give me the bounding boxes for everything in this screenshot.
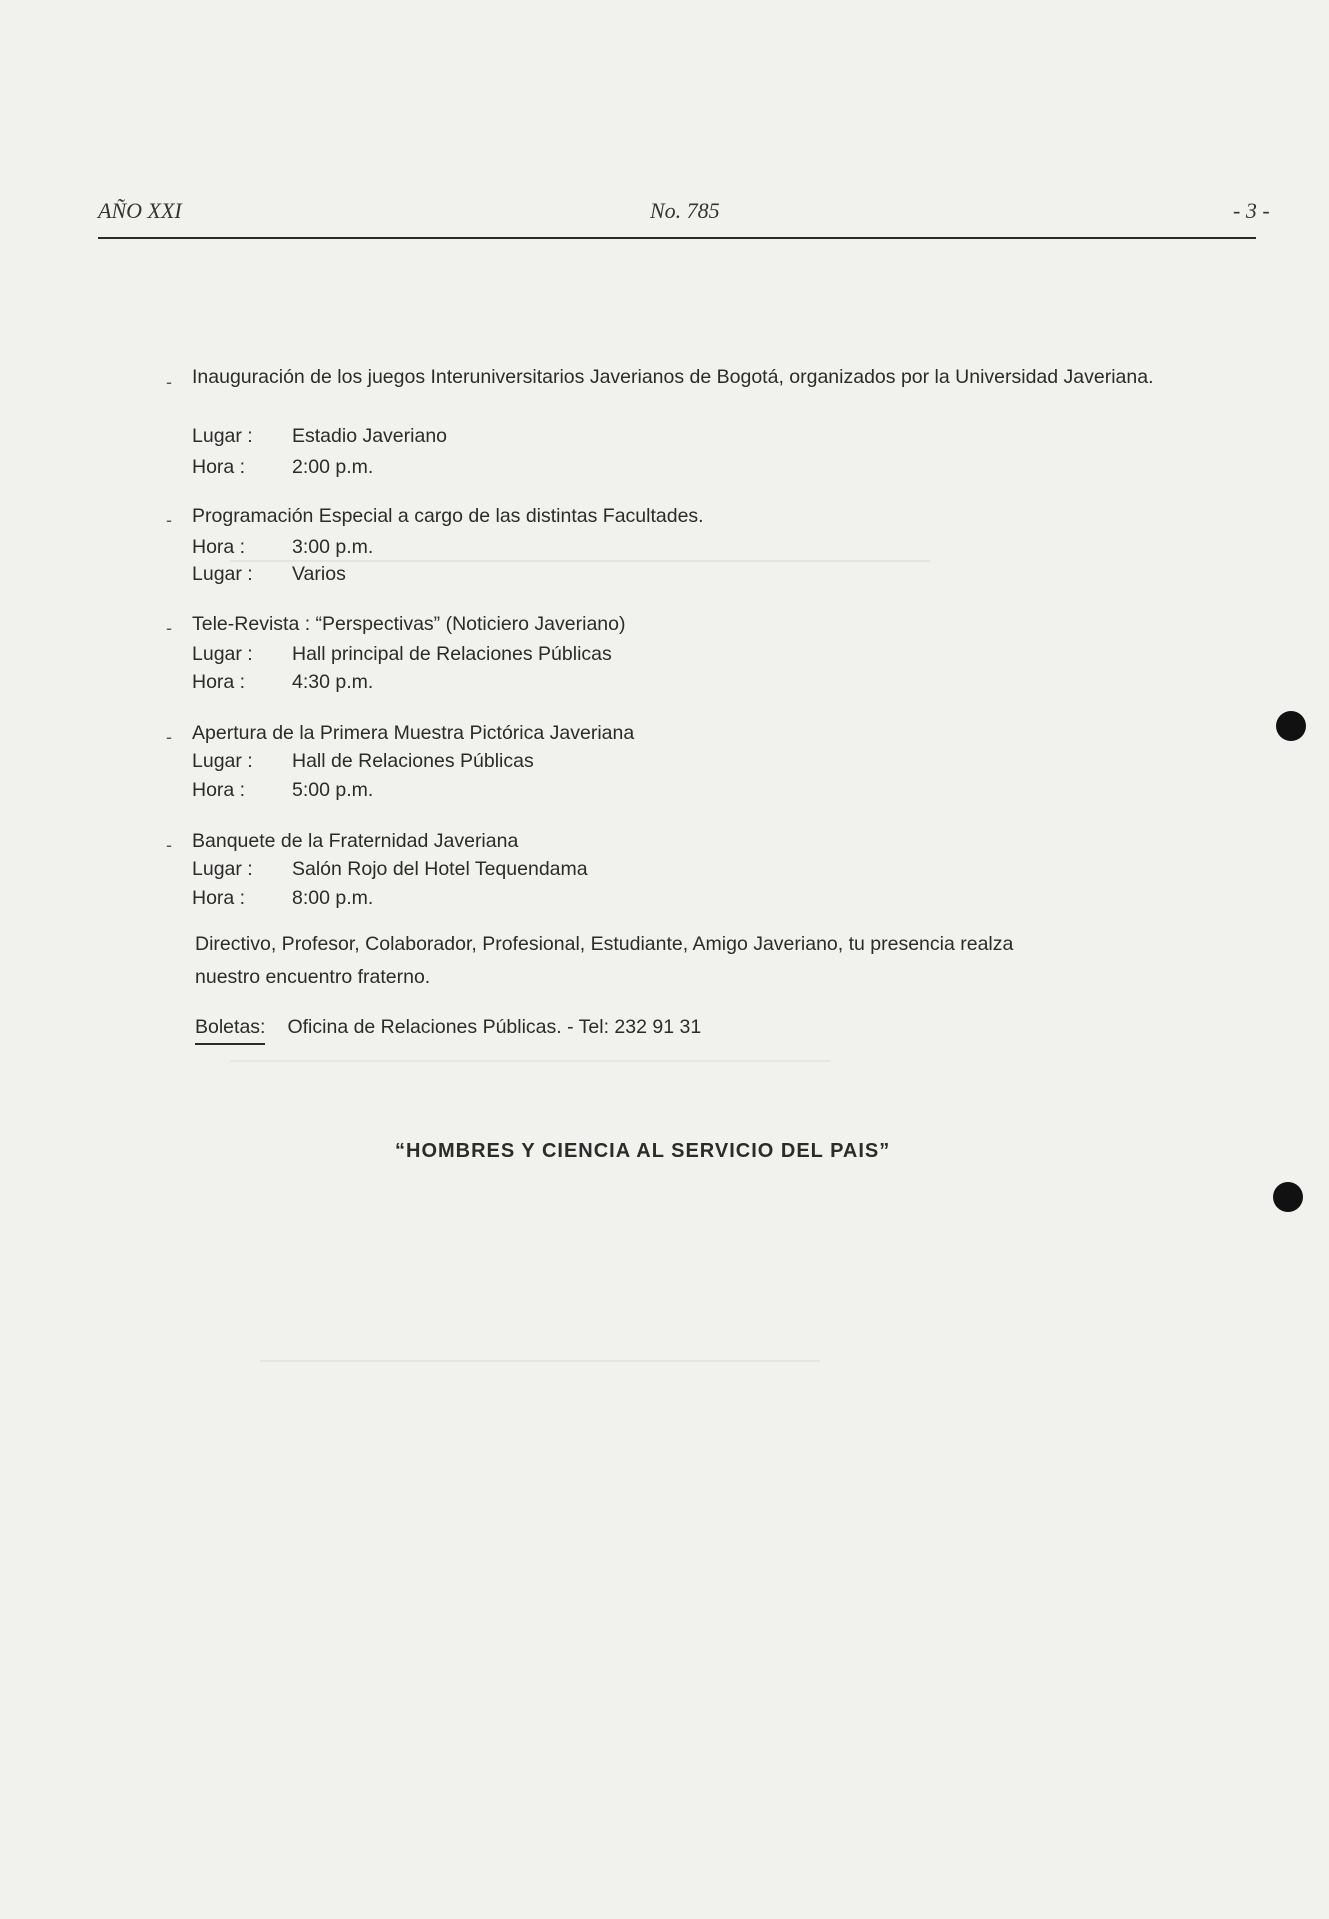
event-title: Inauguración de los juegos Interuniversitarios Javerianos de Bogotá, organizados por la Universidad Javeriana. [192, 366, 1154, 388]
event-detail [192, 750, 534, 773]
event-title: Tele-Revista : “Perspectivas” (Noticiero Javeriano) [192, 613, 626, 635]
punch-hole [1273, 1182, 1303, 1212]
year-header: AÑO XXI [98, 198, 182, 223]
detail-label: Hora : [192, 671, 246, 693]
event-detail [192, 425, 447, 448]
event-detail [192, 563, 346, 586]
tickets-label: Boletas: [195, 1016, 265, 1045]
event-detail [192, 536, 373, 559]
event-detail [192, 456, 373, 479]
bullet-dash: - [166, 835, 172, 855]
motto: “HOMBRES Y CIENCIA AL SERVICIO DEL PAIS” [395, 1140, 891, 1162]
detail-value: Hall principal de Relaciones Públicas [292, 643, 612, 665]
bullet-dash: - [166, 618, 172, 638]
tickets-info [195, 1016, 701, 1045]
detail-value: Estadio Javeriano [292, 425, 448, 447]
bullet-dash: - [166, 372, 172, 392]
bullet-dash: - [166, 510, 172, 530]
detail-label: Lugar : [192, 563, 253, 585]
detail-label: Hora : [192, 887, 246, 909]
detail-value: 8:00 p.m. [292, 887, 374, 909]
detail-value: 2:00 p.m. [292, 456, 374, 478]
detail-label: Lugar : [192, 750, 253, 772]
bleed-through-mark [230, 560, 930, 562]
punch-hole [1276, 711, 1306, 741]
event-detail [192, 887, 373, 910]
event-title: Apertura de la Primera Muestra Pictórica Javeriana [192, 722, 635, 744]
closing-paragraph [195, 928, 1175, 994]
tickets-text: Oficina de Relaciones Públicas. - Tel: 232 91 31 [287, 1016, 702, 1038]
event-detail [192, 858, 588, 881]
detail-value: Salón Rojo del Hotel Tequendama [292, 858, 588, 880]
detail-value: 5:00 p.m. [292, 779, 374, 801]
detail-value: Varios [292, 563, 346, 585]
detail-label: Lugar : [192, 858, 253, 880]
bleed-through-mark [230, 1060, 830, 1062]
event-detail [192, 643, 612, 666]
event-detail [192, 671, 373, 694]
detail-value: 3:00 p.m. [292, 536, 374, 558]
bullet-dash: - [166, 727, 172, 747]
detail-value: Hall de Relaciones Públicas [292, 750, 534, 772]
event-detail [192, 779, 373, 802]
bleed-through-mark [260, 1360, 820, 1362]
detail-label: Lugar : [192, 643, 253, 665]
header-rule [98, 237, 1256, 239]
closing-line: Directivo, Profesor, Colaborador, Profesional, Estudiante, Amigo Javeriano, tu presencia realza [195, 933, 1014, 955]
detail-label: Hora : [192, 536, 246, 558]
closing-line: nuestro encuentro fraterno. [195, 966, 431, 988]
detail-value: 4:30 p.m. [292, 671, 374, 693]
detail-label: Lugar : [192, 425, 253, 447]
detail-label: Hora : [192, 456, 246, 478]
event-title: Banquete de la Fraternidad Javeriana [192, 830, 519, 852]
page-number: - 3 - [1233, 198, 1270, 223]
issue-number: No. 785 [650, 198, 720, 223]
event-title: Programación Especial a cargo de las distintas Facultades. [192, 505, 704, 527]
detail-label: Hora : [192, 779, 246, 801]
